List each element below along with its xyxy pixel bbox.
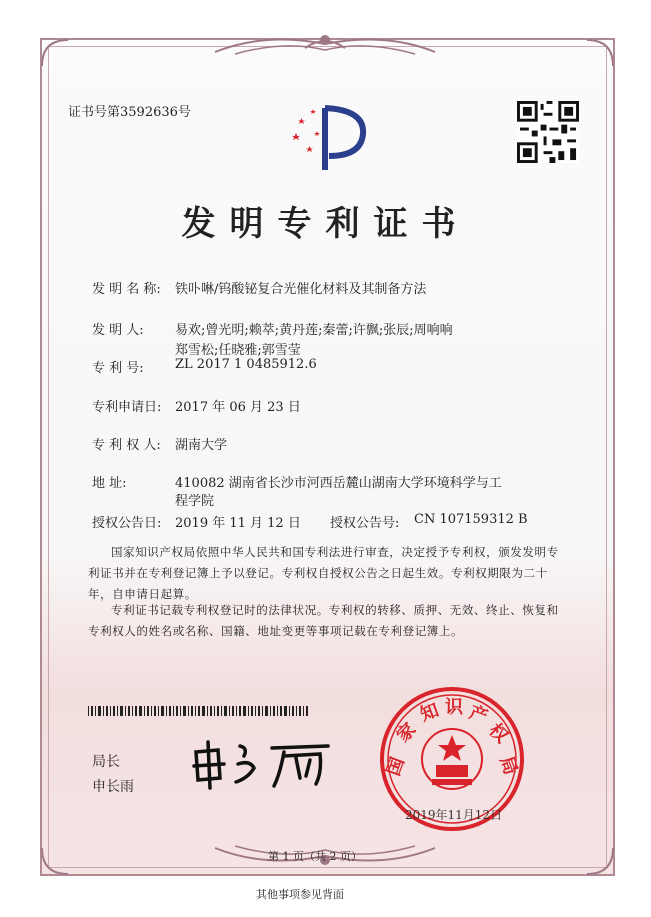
invention-name: 铁卟啉/钨酸铋复合光催化材料及其制备方法 (175, 282, 427, 297)
filing-date-label: 专利申请日: (92, 400, 162, 415)
patent-number-label: 专 利 号: (92, 361, 144, 376)
cnipa-logo (285, 100, 375, 180)
grant-number-label: 授权公告号: (330, 516, 400, 531)
grant-date: 2019 年 11 月 12 日 (175, 516, 301, 531)
qr-code (517, 101, 579, 163)
body-paragraph-1: 国家知识产权局依照中华人民共和国专利法进行审查，决定授予专利权，颁发发明专利证书并在专利登记簿上予以登记。专利权自授权公告之日起生效。专利权期限为二十年，自申请日起算。 (88, 545, 559, 601)
patentee-label: 专 利 权 人: (92, 438, 161, 453)
inventors-line-2: 郑雪松;任晓雅;郭雪莹 (175, 343, 301, 358)
patentee: 湖南大学 (175, 438, 228, 453)
grant-number: CN 107159312 B (414, 512, 528, 527)
corner-ornament-bl (40, 846, 70, 876)
top-ornament (205, 30, 445, 64)
svg-text:知: 知 (417, 699, 442, 726)
page-indicator: 第 1 页（共 2 页） (268, 850, 362, 863)
grant-date-label: 授权公告日: (92, 516, 162, 531)
certificate-title: 发明专利证书 (181, 204, 470, 244)
inventor-label: 发 明 人: (92, 323, 144, 338)
seal-date: 2019年11月12日 (405, 808, 503, 822)
footer-note: 其他事项参见背面 (256, 888, 344, 901)
director-signature (188, 738, 338, 790)
corner-ornament-tr (585, 38, 615, 68)
svg-text:识: 识 (445, 697, 463, 718)
signatory-title: 局长 (92, 754, 120, 770)
svg-text:权: 权 (484, 719, 513, 748)
body-paragraph-2: 专利证书记载专利权登记时的法律状况。专利权的转移、质押、无效、终止、恢复和专利权人的姓名或名称、国籍、地址变更等事项记载在专利登记簿上。 (88, 603, 559, 638)
svg-text:国: 国 (382, 754, 409, 779)
invention-name-label: 发 明 名 称: (92, 282, 161, 297)
inventors-line-1: 易欢;曾光明;赖萃;黄丹莲;秦蕾;许飘;张辰;周响响 (175, 323, 453, 338)
address-label: 地 址: (92, 476, 127, 491)
corner-ornament-br (585, 846, 615, 876)
patent-number: ZL 2017 1 0485912.6 (175, 357, 317, 372)
address-line-2: 程学院 (175, 494, 215, 509)
certificate-number: 证书号第3592636号 (68, 105, 191, 120)
filing-date: 2017 年 06 月 23 日 (175, 400, 301, 415)
address-line-1: 410082 湖南省长沙市河西岳麓山湖南大学环境科学与工 (175, 476, 502, 491)
corner-ornament-tl (40, 38, 70, 68)
svg-text:产: 产 (466, 701, 491, 728)
svg-text:家: 家 (392, 718, 421, 747)
svg-text:局: 局 (495, 753, 522, 778)
barcode (88, 706, 308, 716)
signatory-name: 申长雨 (92, 779, 134, 795)
